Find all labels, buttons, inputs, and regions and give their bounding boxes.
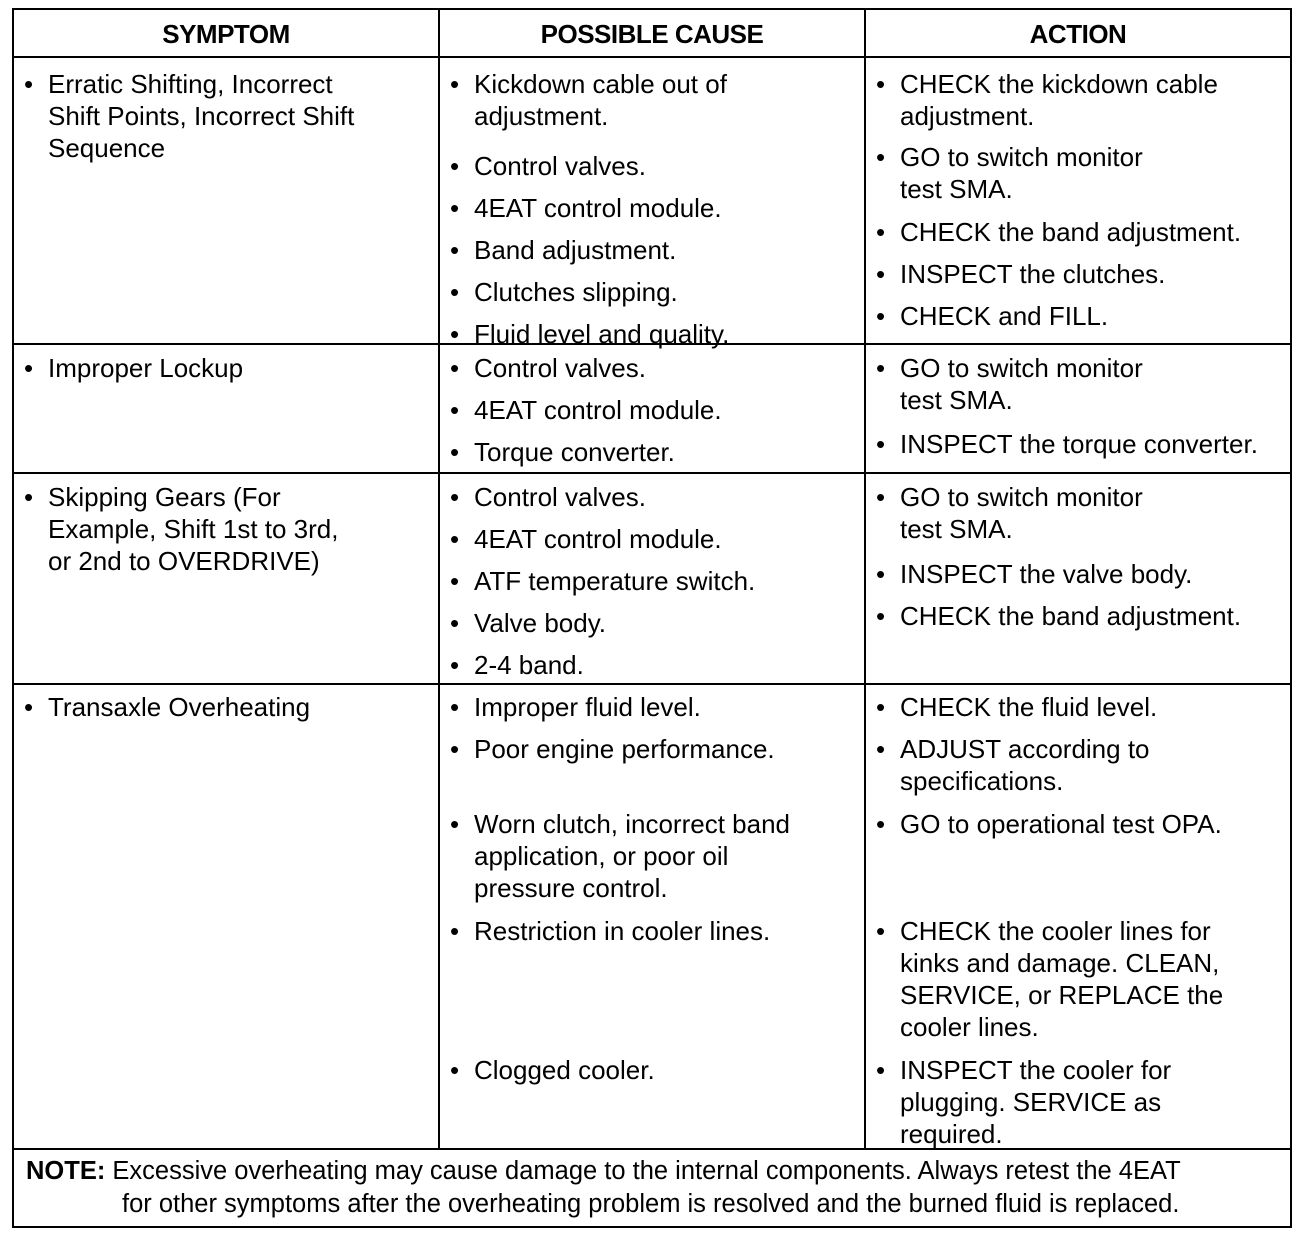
text-line: Erratic Shifting, Incorrect [48, 69, 333, 99]
cause-item-text [474, 352, 860, 384]
action-item [876, 300, 1286, 332]
action-item-text [900, 481, 1286, 545]
row-divider [14, 472, 1290, 474]
text-line: INSPECT the valve body. [900, 559, 1193, 589]
bullet-icon: • [450, 353, 460, 383]
action-item-text [900, 808, 1286, 840]
bullet-icon: • [876, 601, 886, 631]
bullet-icon: • [450, 692, 460, 722]
text-line: 4EAT control module. [474, 193, 722, 223]
action-item [876, 428, 1286, 460]
text-line: 2-4 band. [474, 650, 584, 680]
cause-item [450, 436, 860, 468]
cause-item-text [474, 481, 860, 513]
cause-item [450, 276, 860, 308]
bullet-icon: • [450, 734, 460, 764]
cause-item-text [474, 808, 860, 904]
cause-item [450, 915, 860, 947]
cause-item-text [474, 276, 860, 308]
text-line: INSPECT the cooler for [900, 1055, 1172, 1085]
cause-item [450, 150, 860, 182]
bullet-icon: • [450, 566, 460, 596]
action-item-text [900, 558, 1286, 590]
text-line: GO to switch monitor [900, 353, 1143, 383]
note-label: NOTE: [26, 1157, 106, 1185]
text-line: Transaxle Overheating [48, 692, 311, 722]
action-item [876, 1054, 1286, 1150]
action-item [876, 558, 1286, 590]
cause-item [450, 352, 860, 384]
action-item [876, 600, 1286, 632]
text-line: Torque converter. [474, 437, 675, 467]
bullet-icon: • [450, 193, 460, 223]
cause-item-text [474, 68, 860, 132]
note [26, 1155, 1278, 1221]
text-line: Clutches slipping. [474, 277, 678, 307]
symptom-item-text [48, 352, 434, 384]
cause-item [450, 565, 860, 597]
bullet-icon: • [450, 151, 460, 181]
text-line: Sequence [48, 133, 166, 163]
text-line: 4EAT control module. [474, 524, 722, 554]
cause-item [450, 394, 860, 426]
symptom-item [24, 68, 434, 164]
bullet-icon: • [876, 429, 886, 459]
text-line: Improper fluid level. [474, 692, 701, 722]
cause-item [450, 691, 860, 723]
text-line: Band adjustment. [474, 235, 677, 265]
bullet-icon: • [876, 217, 886, 247]
text-line: Fluid level and quality. [474, 319, 730, 349]
text-line: CHECK the fluid level. [900, 692, 1158, 722]
bullet-icon: • [450, 437, 460, 467]
text-line: Clogged cooler. [474, 1055, 655, 1085]
cause-item-text [474, 733, 860, 765]
bullet-icon: • [876, 482, 886, 512]
action-item-text [900, 300, 1286, 332]
cause-item [450, 318, 860, 350]
note-line-2: for other symptoms after the overheating problem is resolved and the burned fluid is replaced. [122, 1190, 1180, 1218]
cause-item [450, 733, 860, 765]
text-line: Improper Lockup [48, 353, 244, 383]
action-item [876, 915, 1286, 1043]
cause-item [450, 808, 860, 904]
text-line: kinks and damage. CLEAN, [900, 948, 1220, 978]
bullet-icon: • [876, 301, 886, 331]
text-line: Valve body. [474, 608, 607, 638]
bullet-icon: • [450, 524, 460, 554]
action-item [876, 141, 1286, 205]
cause-item [450, 607, 860, 639]
bullet-icon: • [450, 395, 460, 425]
text-line: Worn clutch, incorrect band [474, 809, 790, 839]
action-item-text [900, 600, 1286, 632]
column-divider [438, 10, 440, 1148]
text-line: pressure control. [474, 873, 668, 903]
text-line: Kickdown cable out of [474, 69, 727, 99]
text-line: CHECK and FILL. [900, 301, 1109, 331]
text-line: test SMA. [900, 385, 1013, 415]
action-item [876, 352, 1286, 416]
text-line: test SMA. [900, 514, 1013, 544]
bullet-icon: • [876, 1055, 886, 1085]
symptom-item-text [48, 481, 434, 577]
bullet-icon: • [450, 916, 460, 946]
text-line: adjustment. [900, 101, 1035, 131]
cause-item [450, 481, 860, 513]
action-item [876, 691, 1286, 723]
cause-item-text [474, 318, 860, 350]
text-line: INSPECT the torque converter. [900, 429, 1258, 459]
troubleshooting-table [12, 8, 1292, 1228]
cause-item-text [474, 565, 860, 597]
bullet-icon: • [450, 650, 460, 680]
symptom-item [24, 481, 434, 577]
cause-item-text [474, 607, 860, 639]
text-line: specifications. [900, 766, 1064, 796]
column-divider [864, 10, 866, 1148]
cause-item-text [474, 234, 860, 266]
bullet-icon: • [876, 809, 886, 839]
action-item-text [900, 352, 1286, 416]
action-item-text [900, 1054, 1286, 1150]
text-line: or 2nd to OVERDRIVE) [48, 546, 320, 576]
cause-item [450, 523, 860, 555]
bullet-icon: • [450, 1055, 460, 1085]
text-line: ADJUST according to [900, 734, 1150, 764]
text-line: 4EAT control module. [474, 395, 722, 425]
note-line-1: Excessive overheating may cause damage to the internal components. Always retest the 4EAT [112, 1157, 1181, 1185]
text-line: Control valves. [474, 353, 646, 383]
action-item-text [900, 216, 1286, 248]
bullet-icon: • [450, 809, 460, 839]
header-action: ACTION [1029, 18, 1127, 49]
text-line: cooler lines. [900, 1012, 1039, 1042]
text-line: Shift Points, Incorrect Shift [48, 101, 355, 131]
bullet-icon: • [876, 692, 886, 722]
cause-item [450, 68, 860, 132]
action-item-text [900, 141, 1286, 205]
text-line: ATF temperature switch. [474, 566, 756, 596]
text-line: CHECK the cooler lines for [900, 916, 1211, 946]
cause-item-text [474, 394, 860, 426]
bullet-icon: • [876, 69, 886, 99]
text-line: Example, Shift 1st to 3rd, [48, 514, 339, 544]
action-item-text [900, 691, 1286, 723]
cause-item [450, 649, 860, 681]
bullet-icon: • [876, 259, 886, 289]
bullet-icon: • [450, 482, 460, 512]
text-line: Control valves. [474, 151, 646, 181]
action-item-text [900, 428, 1286, 460]
text-line: GO to operational test OPA. [900, 809, 1222, 839]
bullet-icon: • [24, 69, 34, 99]
cause-item-text [474, 649, 860, 681]
cause-item [450, 1054, 860, 1086]
cause-item-text [474, 192, 860, 224]
text-line: CHECK the band adjustment. [900, 217, 1242, 247]
row-divider [14, 683, 1290, 685]
cause-item-text [474, 436, 860, 468]
cause-item-text [474, 915, 860, 947]
bullet-icon: • [450, 235, 460, 265]
symptom-item [24, 691, 434, 723]
cause-item-text [474, 691, 860, 723]
symptom-item-text [48, 691, 434, 723]
bullet-icon: • [24, 692, 34, 722]
bullet-icon: • [876, 142, 886, 172]
action-item-text [900, 68, 1286, 132]
bullet-icon: • [24, 353, 34, 383]
symptom-item [24, 352, 434, 384]
action-item [876, 808, 1286, 840]
cause-item [450, 234, 860, 266]
text-line: CHECK the kickdown cable [900, 69, 1218, 99]
text-line: Skipping Gears (For [48, 482, 281, 512]
text-line: SERVICE, or REPLACE the [900, 980, 1224, 1010]
text-line: test SMA. [900, 174, 1013, 204]
bullet-icon: • [876, 353, 886, 383]
action-item [876, 216, 1286, 248]
cause-item [450, 192, 860, 224]
bullet-icon: • [24, 482, 34, 512]
action-item-text [900, 258, 1286, 290]
text-line: Control valves. [474, 482, 646, 512]
bullet-icon: • [450, 69, 460, 99]
cause-item-text [474, 523, 860, 555]
action-item [876, 481, 1286, 545]
cause-item-text [474, 1054, 860, 1086]
text-line: adjustment. [474, 101, 609, 131]
action-item [876, 258, 1286, 290]
cause-item-text [474, 150, 860, 182]
text-line: required. [900, 1119, 1003, 1149]
text-line: GO to switch monitor [900, 482, 1143, 512]
text-line: CHECK the band adjustment. [900, 601, 1242, 631]
text-line: plugging. SERVICE as [900, 1087, 1162, 1117]
action-item [876, 68, 1286, 132]
header-possible-cause: POSSIBLE CAUSE [540, 18, 764, 49]
text-line: Restriction in cooler lines. [474, 916, 771, 946]
symptom-item-text [48, 68, 434, 164]
bullet-icon: • [876, 916, 886, 946]
bullet-icon: • [450, 608, 460, 638]
bullet-icon: • [450, 319, 460, 349]
bullet-icon: • [876, 734, 886, 764]
text-line: Poor engine performance. [474, 734, 775, 764]
bullet-icon: • [450, 277, 460, 307]
text-line: INSPECT the clutches. [900, 259, 1166, 289]
header-symptom: SYMPTOM [162, 18, 290, 49]
action-item-text [900, 915, 1286, 1043]
bullet-icon: • [876, 559, 886, 589]
text-line: application, or poor oil [474, 841, 729, 871]
action-item [876, 733, 1286, 797]
text-line: GO to switch monitor [900, 142, 1143, 172]
action-item-text [900, 733, 1286, 797]
